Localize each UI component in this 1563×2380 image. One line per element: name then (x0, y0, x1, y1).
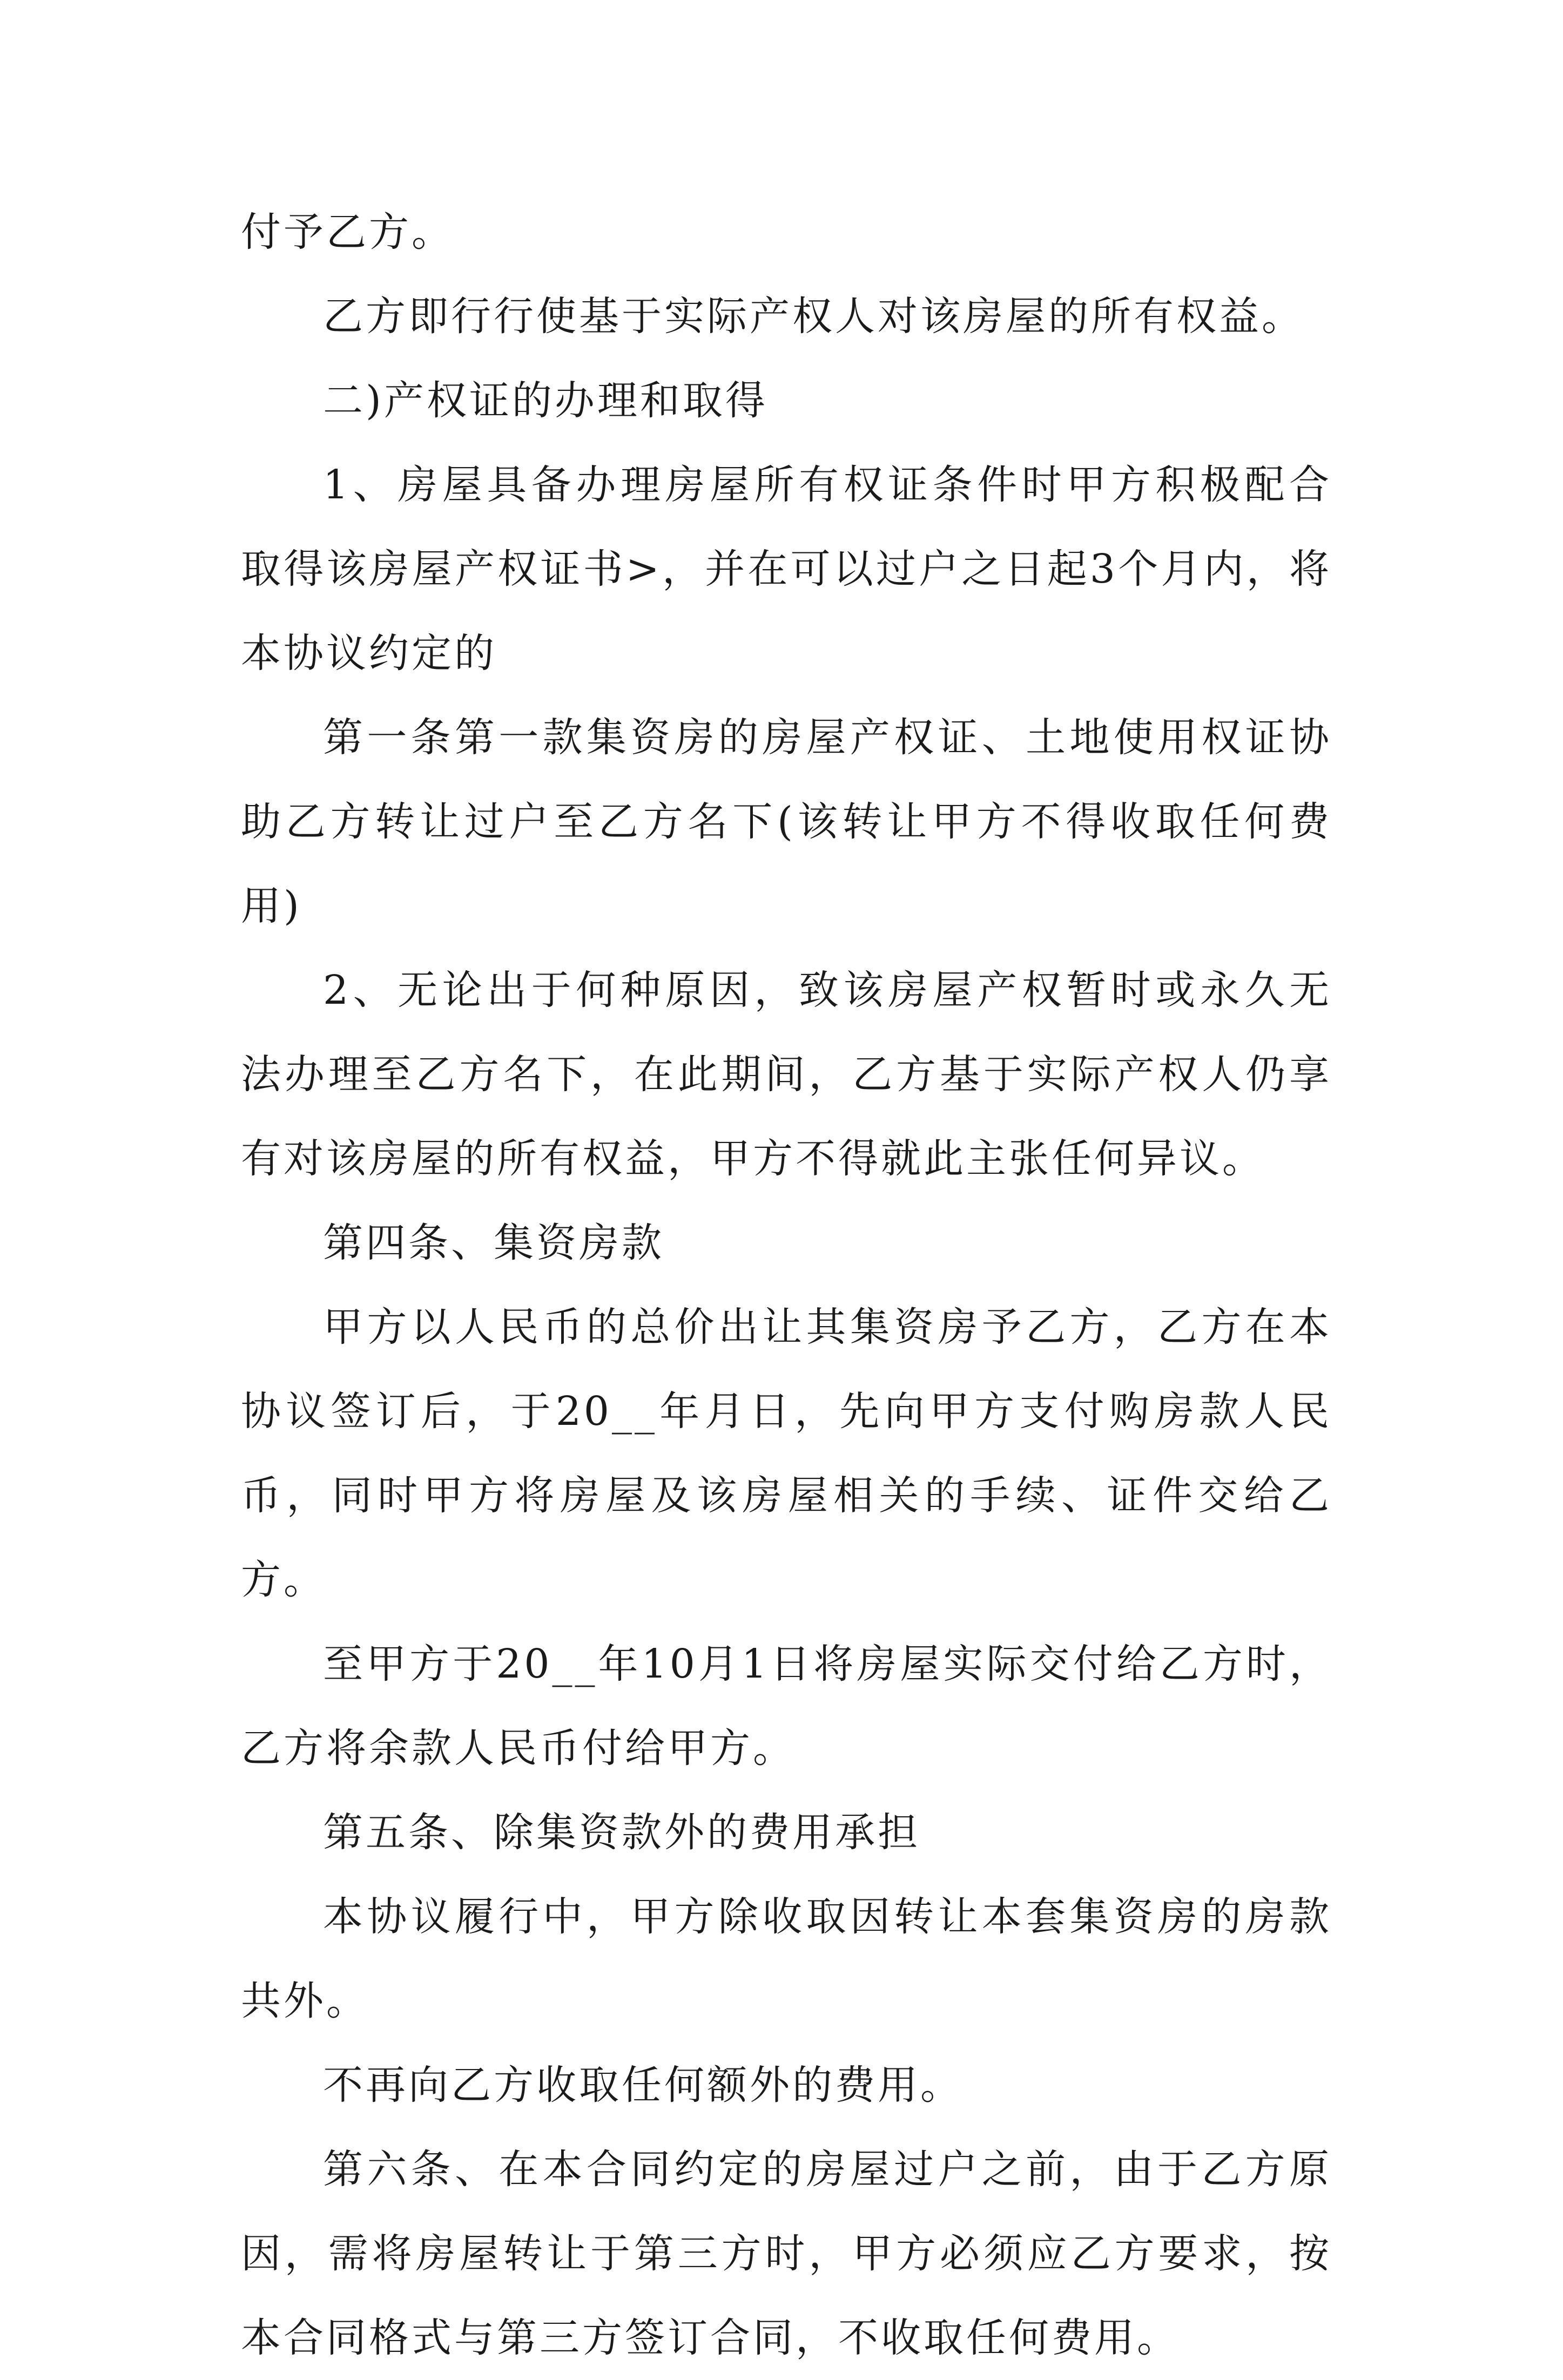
document-body (241, 190, 1332, 2380)
paragraph: 第一条第一款集资房的房屋产权证、土地使用权证协助乙方转让过户至乙方名下(该转让甲方不得收取任何费用) (241, 714, 1332, 929)
paragraph: 乙方即行行使基于实际产权人对该房屋的所有权益。 (323, 293, 1304, 340)
paragraph: 本协议履行中，甲方除收取因转让本套集资房的房款共外。 (241, 1894, 1332, 2024)
paragraph: 不再向乙方收取任何额外的费用。 (323, 2062, 963, 2108)
paragraph: 1、房屋具备办理房屋所有权证条件时甲方积极配合取得该房屋产权证书>，并在可以过户之日起3个月内，将本协议约定的 (241, 462, 1332, 677)
paragraph: 2、无论出于何种原因，致该房屋产权暂时或永久无法办理至乙方名下，在此期间，乙方基于实际产权人仍享有对该房屋的所有权益，甲方不得就此主张任何异议。 (241, 967, 1332, 1182)
paragraph: 第六条、在本合同约定的房屋过户之前，由于乙方原因，需将房屋转让于第三方时，甲方必须应乙方要求，按本合同格式与第三方签订合同，不收取任何费用。 (241, 2146, 1332, 2361)
paragraph: 至甲方于20__年10月1日将房屋实际交付给乙方时，乙方将余款人民币付给甲方。 (241, 1641, 1332, 1772)
paragraph: 甲方以人民币的总价出让其集资房予乙方，乙方在本协议签订后，于20__年月日，先向甲方支付购房款人民币，同时甲方将房屋及该房屋相关的手续、证件交给乙方。 (241, 1304, 1332, 1603)
section-heading: 第四条、集资房款 (323, 1220, 664, 1266)
section-heading: 二)产权证的办理和取得 (323, 377, 768, 424)
paragraph: 付予乙方。 (241, 209, 454, 255)
section-heading: 第五条、除集资款外的费用承担 (323, 1809, 920, 1856)
